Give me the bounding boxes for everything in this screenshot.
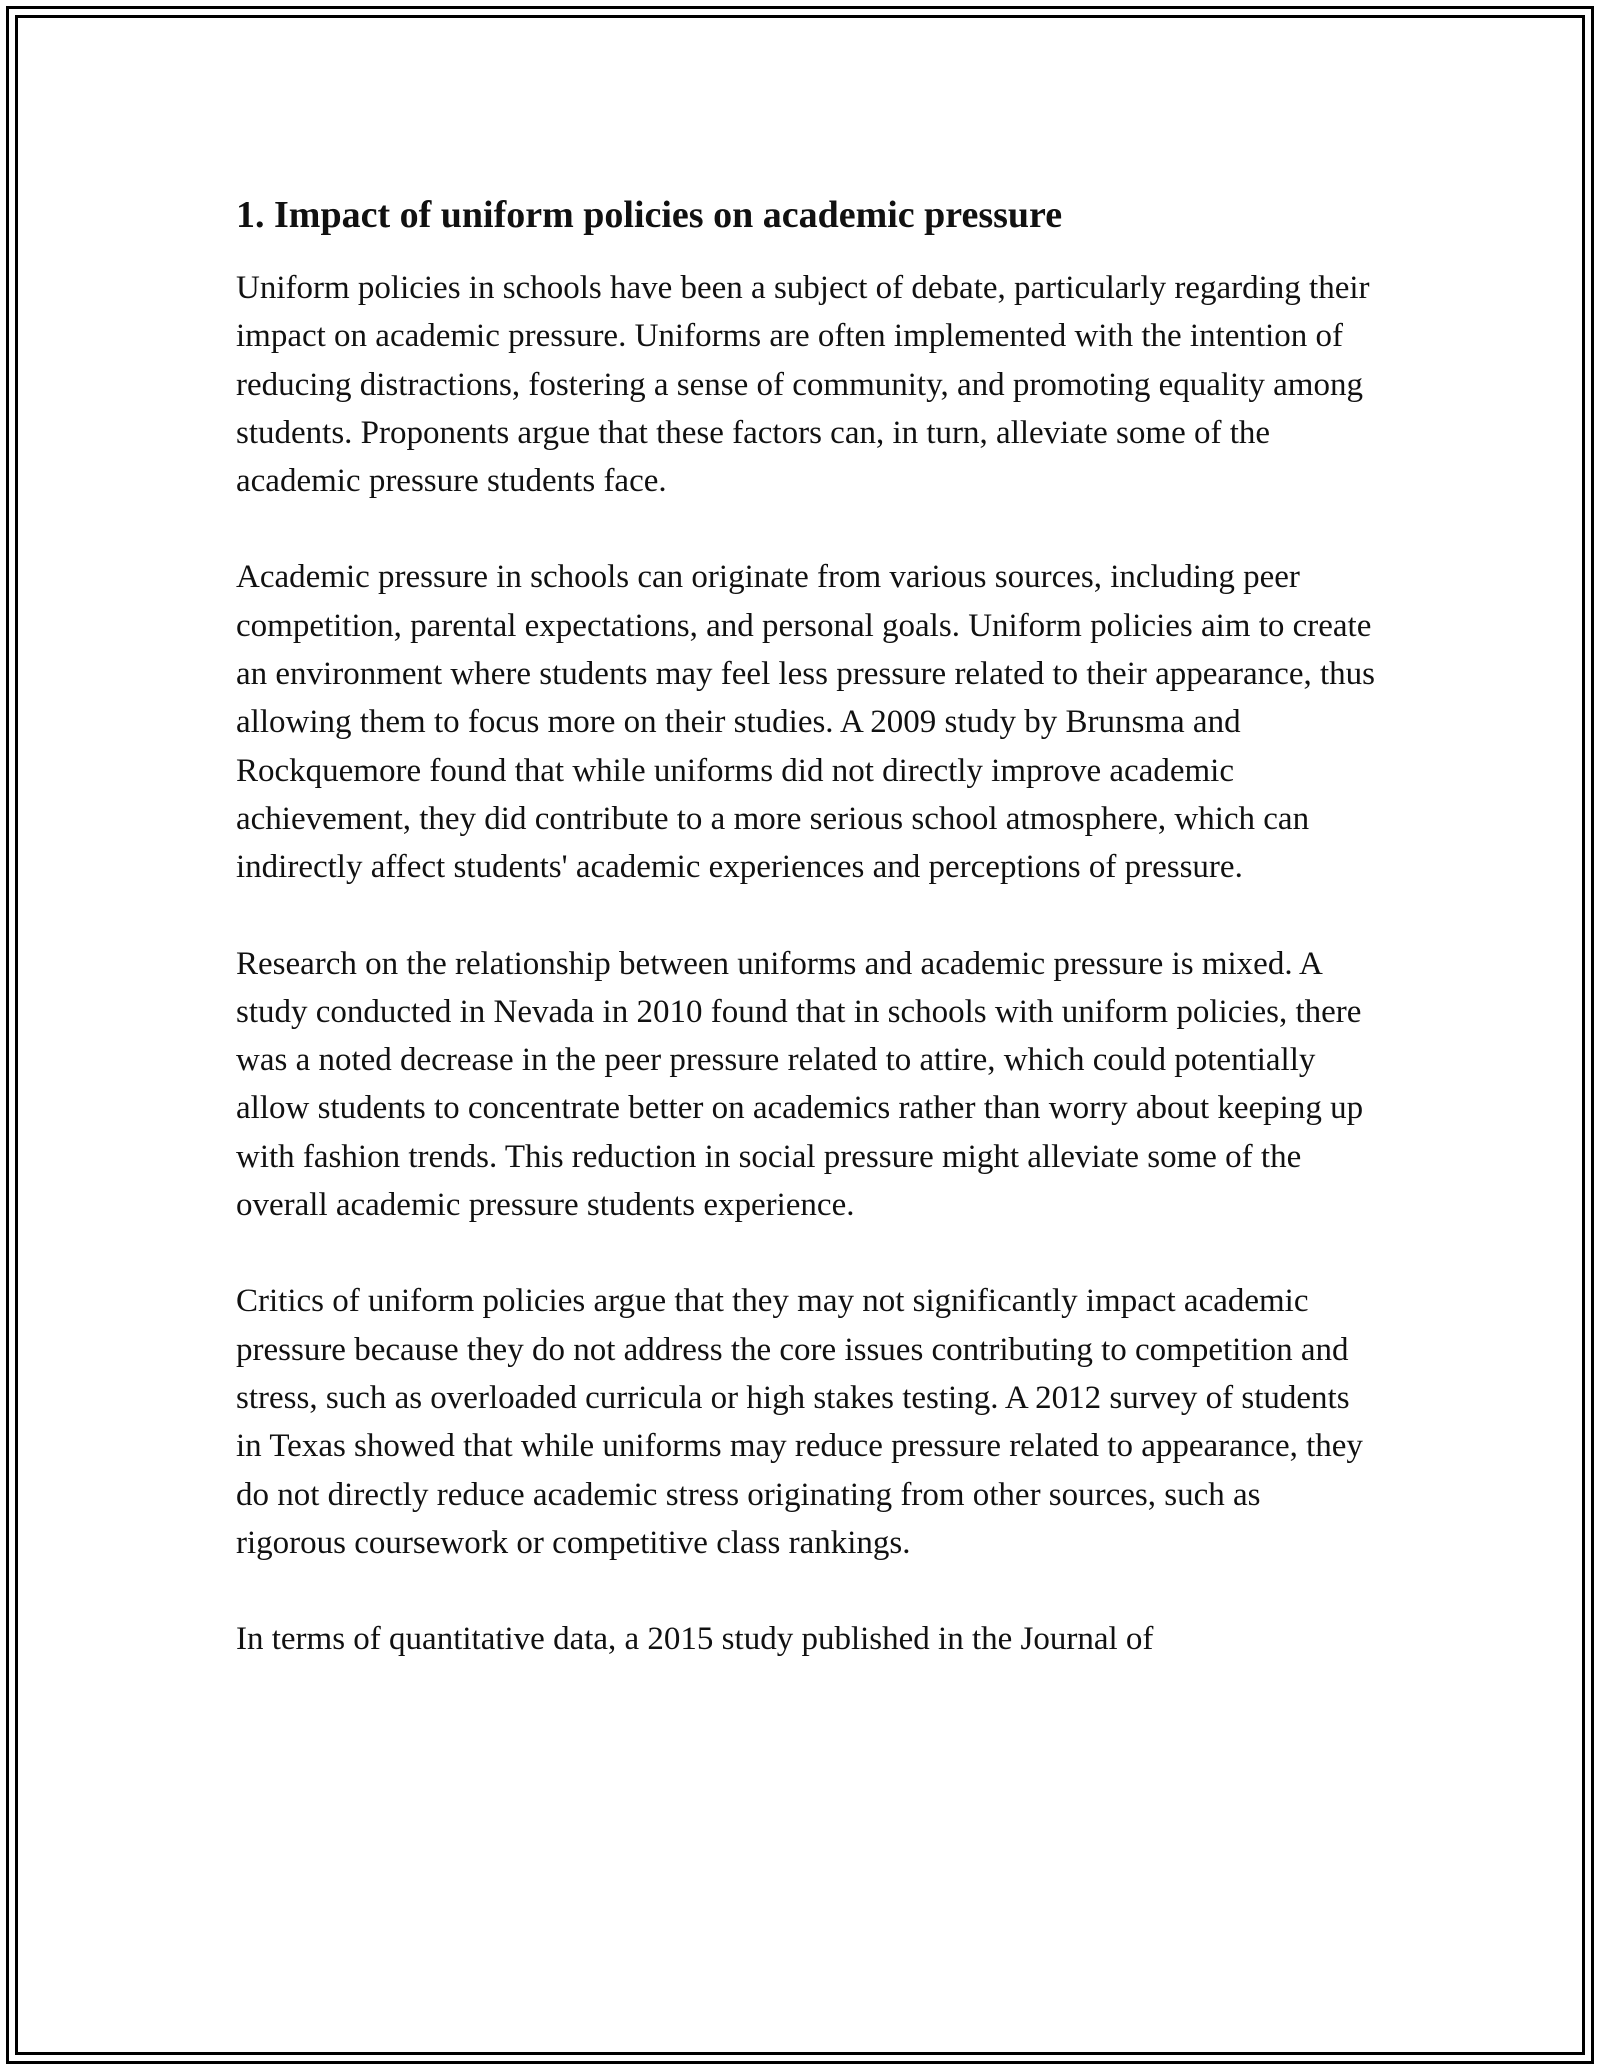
document-body <box>236 186 1376 1711</box>
section-heading: 1. Impact of uniform policies on academic pressure <box>236 194 1063 236</box>
paragraph-3: Research on the relationship between uniforms and academic pressure is mixed. A study conducted in Nevada in 2010 found that in schools with uniform policies, there was a noted decrease in the peer pressure related to attire, which could potentially allow students to concentrate better on academics rather than worry about keeping up with fashion trends. This reduction in social pressure might alleviate some of the overall academic pressure students experience. <box>236 945 1364 1224</box>
paragraph-2: Academic pressure in schools can originate from various sources, including peer competition, parental expectations, and personal goals. Uniform policies aim to create an environment where students may feel less pressure related to their appearance, thus allowing them to focus more on their studies. A 2009 study by Brunsma and Rockquemore found that while uniforms did not directly improve academic achievement, they did contribute to a more serious school atmosphere, which can indirectly affect students' academic experiences and perceptions of pressure. <box>236 559 1375 886</box>
paragraph-4: Critics of uniform policies argue that they may not significantly impact academic pressure because they do not address the core issues contributing to competition and stress, such as overloaded curricula or high stakes testing. A 2012 survey of students in Texas showed that while uniforms may reduce pressure related to appearance, they do not directly reduce academic stress originating from other sources, such as rigorous coursework or competitive class rankings. <box>236 1283 1363 1561</box>
paragraph-5: In terms of quantitative data, a 2015 study published in the Journal of <box>236 1621 1154 1658</box>
paragraph-1: Uniform policies in schools have been a subject of debate, particularly regarding their impact on academic pressure. Uniforms are often implemented with the intention of reducing distractions, fostering a sense of community, and promoting equality among students. Proponents argue that these factors can, in turn, alleviate some of the academic pressure students face. <box>236 270 1370 500</box>
